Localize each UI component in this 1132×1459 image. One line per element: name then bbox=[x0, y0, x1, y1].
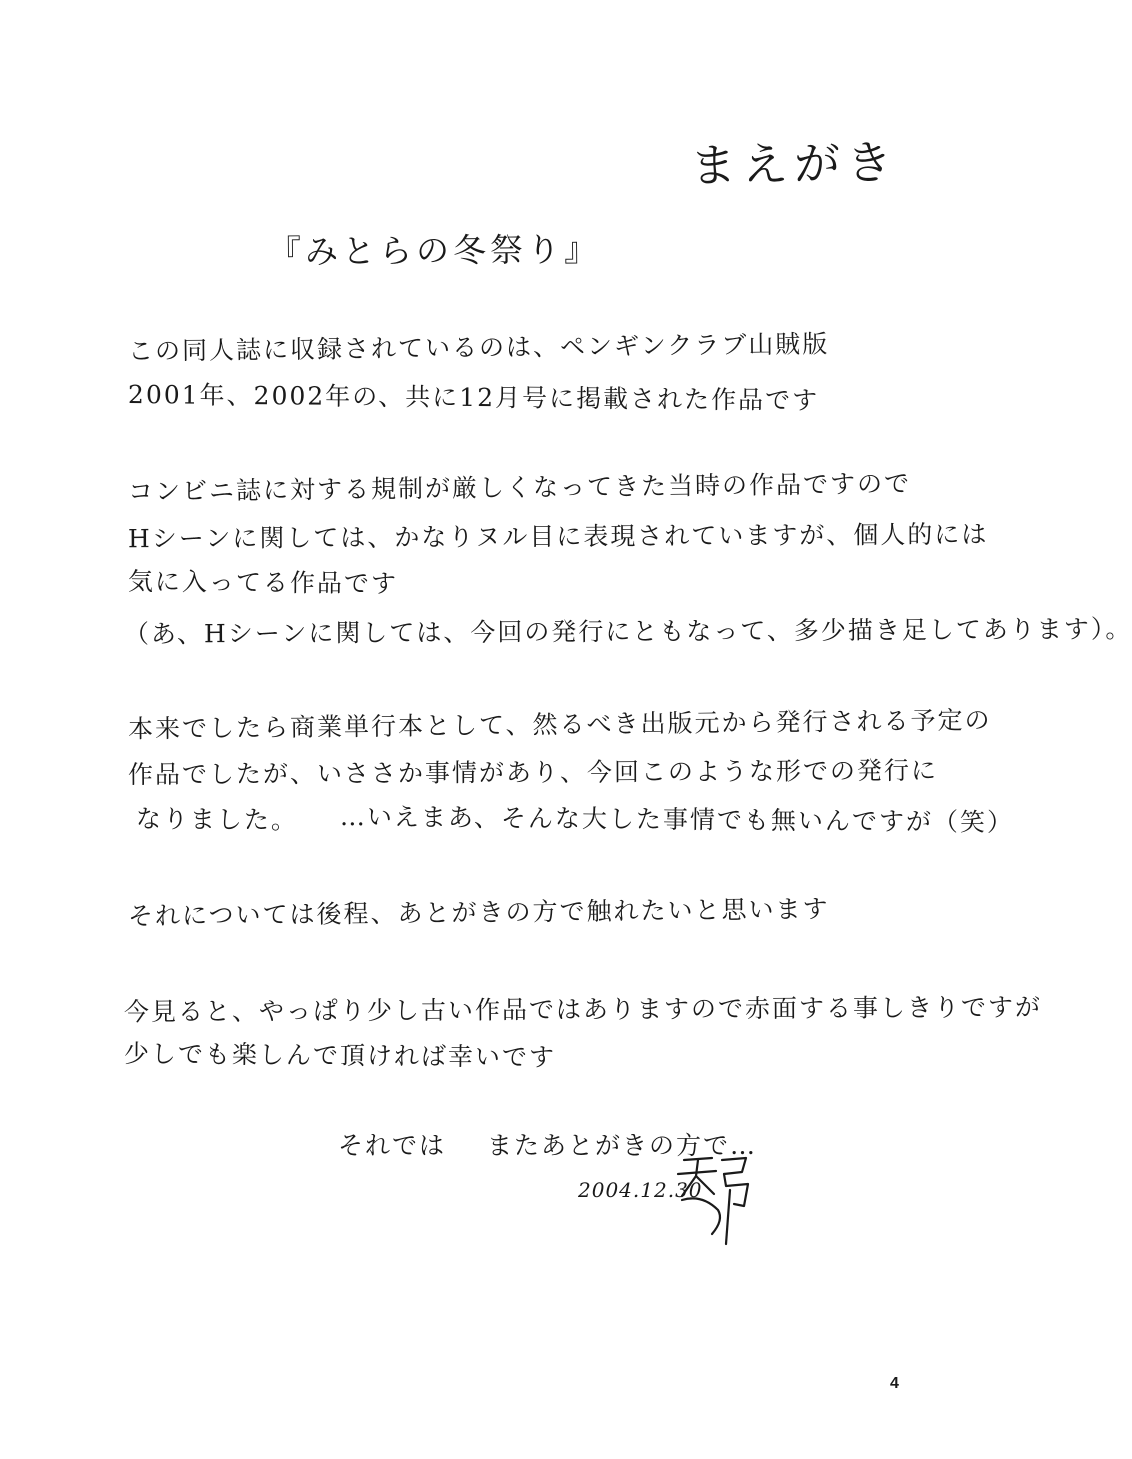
text-line: 今見ると、やっぱり少し古い作品ではありますので赤面する事しきりですが bbox=[123, 992, 1043, 1027]
text-line: 作品でしたが、いささか事情があり、今回このような形での発行に bbox=[127, 755, 939, 790]
text-line: コンビニ誌に対する規制が厳しくなってきた当時の作品ですので bbox=[127, 468, 912, 507]
text-line: 2001年、2002年の、共に12月号に掲載された作品です bbox=[127, 379, 820, 416]
text-line: （あ、Hシーンに関しては、今回の発行にともなって、多少描き足してあります）。 bbox=[123, 614, 1132, 649]
text-line: 本来でしたら商業単行本として、然るべき出版元から発行される予定の bbox=[127, 705, 992, 744]
date: 2004.12.30 bbox=[578, 1178, 703, 1202]
work-title: 『みとらの冬祭り』 bbox=[267, 229, 602, 272]
page-number: 4 bbox=[890, 1375, 899, 1392]
signature bbox=[672, 1150, 762, 1245]
text-line: それについては後程、あとがきの方で触れたいと思います bbox=[127, 894, 830, 931]
text-line: なりました。 bbox=[135, 804, 299, 835]
page-heading: まえがき bbox=[689, 135, 899, 193]
text-line: この同人誌に収録されているのは、ペンギンクラブ山賊版 bbox=[127, 329, 830, 366]
text-line: 気に入ってる作品です bbox=[127, 566, 399, 599]
text-line: …いえまあ、そんな大した事情でも無いんですが（笑） bbox=[339, 802, 1015, 837]
closing-part-2: またあとがきの方で… bbox=[487, 1131, 758, 1160]
closing-part-1: それでは bbox=[338, 1131, 447, 1160]
text-line: 少しでも楽しんで頂ければ幸いです bbox=[123, 1039, 557, 1072]
text-line: Hシーンに関しては、かなりヌル目に表現されていますが、個人的には bbox=[127, 519, 989, 554]
